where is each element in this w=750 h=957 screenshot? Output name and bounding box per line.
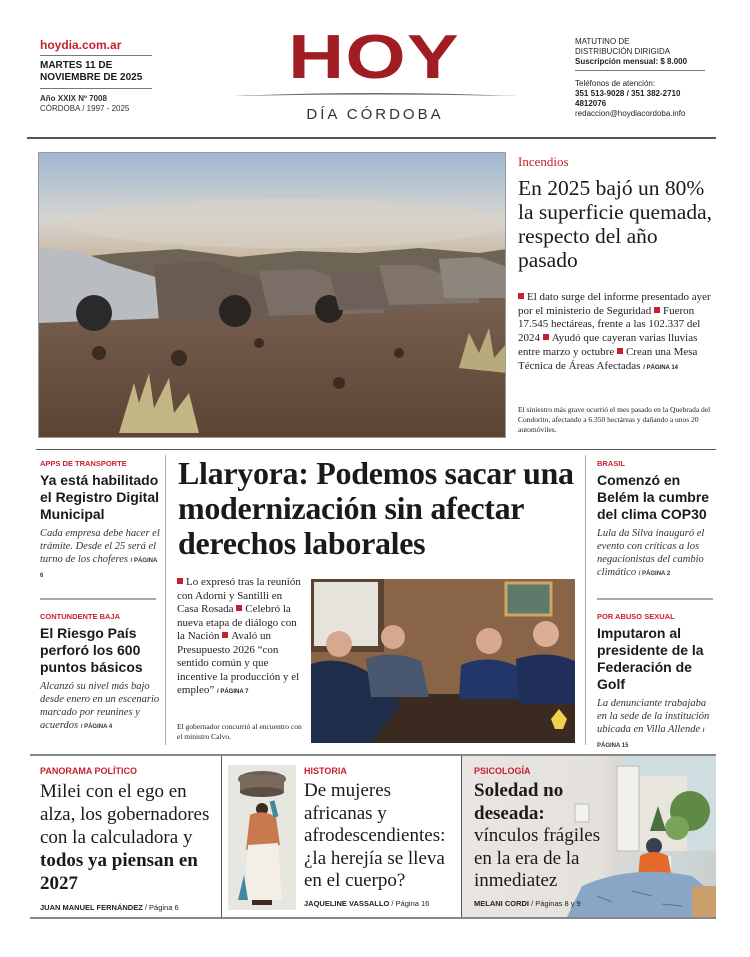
story-headline[interactable]	[474, 780, 634, 893]
story-body: Alcanzó su nivel más bajo desde enero en un escenario marcado por reunines y acuerdos	[40, 681, 160, 731]
page-reference[interactable]: / PÁGINA 14	[643, 364, 679, 371]
phones-label: Teléfonos de atención:	[575, 79, 656, 88]
site-url-link[interactable]: hoydia.com.ar	[40, 38, 122, 52]
divider	[40, 88, 152, 89]
story-summary	[40, 680, 160, 734]
date-line-2: NOVIEMBRE DE 2025	[40, 72, 143, 83]
story-summary	[597, 527, 717, 581]
page-reference[interactable]: / PÁGINA 4	[80, 724, 113, 730]
main-bullets	[177, 576, 303, 700]
author-name: MELANI CORDI	[474, 898, 529, 908]
headline-bold: todos ya piensan en 2027	[40, 850, 198, 894]
left-story-2[interactable]	[40, 612, 160, 734]
bottom-story-politics[interactable]	[40, 766, 218, 912]
bottom-story-psychology[interactable]	[462, 756, 716, 917]
main-headline[interactable]: Llaryora: Podemos sacar una modernización sin afectar derechos laborales	[178, 455, 574, 561]
story-headline[interactable]: Ya está habilitado el Registro Digital Municipal	[40, 472, 160, 522]
story-headline[interactable]	[40, 780, 218, 895]
page-reference[interactable]: / Página 16	[391, 898, 430, 908]
story-kicker: BRASIL	[597, 459, 625, 468]
bullet-icon	[222, 632, 228, 638]
publication-info	[575, 37, 715, 119]
main-bullet-1: Lo expresó tras la reunión con Adorni y Santilli en Casa Rosada	[177, 576, 301, 615]
bullet-icon	[236, 605, 242, 611]
lead-headline[interactable]: En 2025 bajó un 80% la superficie quemada, respecto del año pasado	[518, 176, 713, 272]
story-summary	[40, 527, 160, 583]
meeting-image	[311, 579, 575, 743]
headline-bold: Soledad no deseada:	[474, 780, 564, 824]
page-reference[interactable]: / PÁGINA 7	[217, 689, 249, 695]
page-reference[interactable]: / Página 6	[144, 903, 179, 912]
story-kicker: PANORAMA POLÍTICO	[40, 766, 137, 776]
right-story-1[interactable]	[597, 459, 717, 581]
story-headline[interactable]: De mujeres africanas y afrodescendientes: ¿la herejía se lleva en el cuerpo?	[304, 780, 446, 891]
author-name: JAQUELINE VASSALLO	[304, 898, 390, 908]
story-kicker: APPS DE TRANSPORTE	[40, 459, 127, 468]
divider	[597, 598, 713, 600]
page-reference[interactable]: / Páginas 8 y 9	[531, 898, 581, 908]
page-reference[interactable]: / PÁGINA 2	[638, 571, 671, 577]
bullet-icon	[654, 307, 660, 313]
main-bullet-2: Celebró la nueva etapa de diálogo con la Nación	[177, 603, 297, 642]
story-body: La denunciante trabajaba en la sede de la institución ubicada en Villa Allende	[597, 698, 710, 735]
story-headline[interactable]: Imputaron al presidente de la Federación de Golf	[597, 625, 704, 692]
bullet-icon	[518, 293, 524, 299]
issue-date	[40, 60, 155, 84]
page-reference[interactable]: / PÁGINA 6	[40, 558, 158, 579]
lead-bullet-3: Ayudó que cayeran varias lluvias entre marzo y octubre	[518, 332, 698, 358]
psychology-text	[474, 766, 634, 908]
bottom-story-history[interactable]	[304, 766, 464, 908]
main-photo-caption: El gobernador concurrió al encuentro con el ministro Calvo.	[177, 722, 302, 741]
divider	[575, 70, 705, 71]
author-name: JUAN MANUEL FERNÁNDEZ	[40, 903, 143, 912]
bullet-icon	[543, 334, 549, 340]
main-bullet-3: Avaló un Presupuesto 2026 “con sentido común y que incentive la producción y el empleo”	[177, 630, 300, 696]
story-kicker: CONTUNDENTE BAJA	[40, 612, 121, 621]
logo-subtitle: DÍA CÓRDOBA	[306, 106, 444, 123]
phone-numbers: 351 513-9028 / 351 382-2710	[575, 89, 681, 98]
headline-light: Milei con el ego en alza, los gobernadores con la calculadora y	[40, 781, 210, 848]
byline	[40, 903, 218, 912]
distribution-line-2: DISTRIBUCIÓN DIRIGIDA	[575, 47, 671, 56]
masthead-divider	[27, 137, 716, 139]
column-divider	[585, 455, 586, 745]
story-kicker: HISTORIA	[304, 766, 347, 776]
story-body: Cada empresa debe hacer el trámite. Desde el 25 será el turno de los choferes	[40, 528, 160, 565]
logo-swoosh-icon	[234, 92, 516, 98]
burned-cars-image	[39, 153, 506, 438]
edition-number: Año XXIX Nº 7008	[40, 94, 107, 103]
history-illustration	[228, 765, 296, 910]
main-photo-meeting[interactable]	[311, 579, 575, 743]
right-story-2[interactable]	[597, 612, 717, 753]
divider	[40, 55, 152, 56]
lead-bullet-1: El dato surge del informe presentado ayer por el ministerio de Seguridad	[518, 291, 711, 317]
bottom-strip-bottom-rule	[30, 917, 716, 919]
phone-number-alt: 4812076	[575, 99, 607, 108]
contact-email[interactable]: redaccion@hoydiacordoba.info	[575, 109, 686, 118]
headline-light: vínculos frágiles en la era de la inmediatez	[474, 825, 601, 891]
story-summary	[597, 697, 717, 753]
subscription-price: Suscripción mensual: $ 8.000	[575, 57, 688, 66]
section-divider	[36, 449, 716, 450]
distribution-line-1: MATUTINO DE	[575, 37, 630, 46]
lead-bullet-2: Fueron 17.545 hectáreas, frente a las 102.337 del 2024	[518, 304, 701, 345]
lead-photo-caption: El siniestro más grave ocurrió el mes pasado en la Quebrada del Condorito, afectando a 6.350 hectáreas y dañando a unos 20 automóviles.	[518, 405, 711, 434]
divider	[40, 598, 156, 600]
woman-carrying-basket-illustration	[228, 765, 296, 910]
edition-info	[40, 94, 129, 114]
logo-wordmark: HOY	[288, 23, 460, 92]
left-story-1[interactable]	[40, 459, 160, 583]
edition-place: CÓRDOBA / 1997 - 2025	[40, 104, 130, 113]
lead-kicker: Incendios	[518, 154, 569, 169]
story-body: Lula da Silva inauguró el evento con críticas a los negacionistas del cambio climático	[597, 528, 705, 578]
lead-photo-burned-cars[interactable]	[38, 152, 506, 438]
bullet-icon	[617, 348, 623, 354]
story-headline[interactable]: El Riesgo País perforó los 600 puntos básicos	[40, 625, 143, 675]
story-kicker: PSICOLOGÍA	[474, 766, 531, 776]
lead-bullet-4: Crean una Mesa Técnica de Áreas Afectadas	[518, 345, 698, 372]
bullet-icon	[177, 578, 183, 584]
lead-bullets	[518, 291, 714, 375]
page-reference[interactable]: / PÁGINA 15	[597, 728, 705, 749]
column-divider	[165, 455, 166, 745]
newspaper-logo[interactable]	[230, 23, 520, 128]
date-line-1: MARTES 11 DE	[40, 60, 113, 71]
byline	[304, 899, 464, 908]
story-kicker: POR ABUSO SEXUAL	[597, 612, 675, 621]
story-headline[interactable]: Comenzó en Belém la cumbre del clima COP30	[597, 472, 710, 522]
byline	[474, 899, 634, 908]
column-divider	[221, 756, 222, 917]
